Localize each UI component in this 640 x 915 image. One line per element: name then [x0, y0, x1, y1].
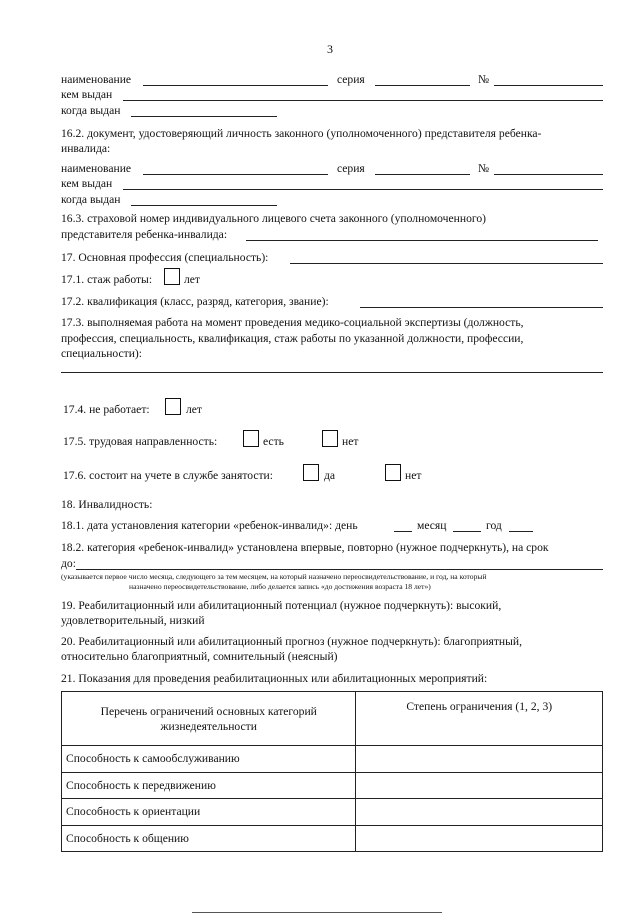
s17-4-years-box[interactable] — [165, 398, 181, 415]
s16-3-snils-field[interactable] — [246, 240, 598, 241]
s18-label: 18. Инвалидность: — [61, 498, 153, 511]
s17-1-years-box[interactable] — [164, 268, 180, 285]
s17-3-line2: профессия, специальность, квалификация, стаж работы по указанной должности, профессии, — [61, 332, 524, 345]
table-row — [62, 746, 603, 773]
s18-1-month-label: месяц — [417, 519, 447, 532]
table-row-degree-cell[interactable] — [356, 799, 603, 826]
table-header-degree: Степень ограничения (1, 2, 3) — [356, 692, 603, 746]
table-header-row — [62, 692, 603, 746]
table-header-categories — [62, 692, 356, 746]
s16-1-issued-when-field[interactable] — [131, 116, 277, 117]
s16-2-issued-when-field[interactable] — [131, 205, 277, 206]
page-bottom-rule — [192, 912, 442, 913]
table-row-degree-cell[interactable] — [356, 825, 603, 852]
s17-3-line3: специальности): — [61, 347, 143, 360]
s17-3-line1: 17.3. выполняемая работа на момент проведения медико-социальной экспертизы (должность, — [61, 316, 524, 329]
s17-5-label: 17.5. трудовая направленность: — [63, 435, 218, 448]
s18-2-term-field[interactable] — [76, 569, 603, 570]
s18-2-line1: 18.2. категория «ребенок-инвалид» установлена впервые, повторно (нужное подчеркнуть), на срок — [61, 541, 549, 554]
table-row — [62, 772, 603, 799]
table-row-label: Способность к общению — [62, 825, 356, 852]
s16-3-line2: представителя ребенка-инвалида: — [61, 228, 228, 241]
s17-6-yes-label: да — [324, 469, 336, 482]
s17-6-yes-checkbox[interactable] — [303, 464, 319, 481]
s17-6-label: 17.6. состоит на учете в службе занятости: — [63, 469, 273, 482]
s19-line2: удовлетворительный, низкий — [61, 614, 205, 627]
s16-2-name-field[interactable] — [143, 174, 328, 175]
s16-2-line1: 16.2. документ, удостоверяющий личность законного (уполномоченного) представителя ребенка- — [61, 127, 542, 140]
s16-1-issued-by-field[interactable] — [123, 100, 603, 101]
s21-title: 21. Показания для проведения реабилитационных или абилитационных мероприятий: — [61, 672, 488, 685]
s16-2-number-label: № — [478, 162, 490, 175]
table-header-categories-line1: Перечень ограничений основных категорий — [100, 704, 317, 718]
s18-2-note2: назначено переосвидетельствование, либо делается запись «до достижения возраста 18 лет») — [129, 582, 431, 591]
table-row-degree-cell[interactable] — [356, 772, 603, 799]
s19-line1: 19. Реабилитационный или абилитационный потенциал (нужное подчеркнуть): высокий, — [61, 599, 502, 612]
s16-1-series-field[interactable] — [375, 85, 470, 86]
s20-line1: 20. Реабилитационный или абилитационный прогноз (нужное подчеркнуть): благоприятный, — [61, 635, 523, 648]
table-row-label: Способность к самообслуживанию — [62, 746, 356, 773]
s18-1-year-field[interactable] — [509, 531, 533, 532]
s17-5-no-label: нет — [342, 435, 359, 448]
s20-line2: относительно благоприятный, сомнительный (неясный) — [61, 650, 338, 663]
s16-3-line1: 16.3. страховой номер индивидуального лицевого счета законного (уполномоченного) — [61, 212, 486, 225]
s17-6-no-label: нет — [405, 469, 422, 482]
s16-2-issued-when-label: когда выдан — [61, 193, 121, 206]
limitations-table — [61, 691, 603, 852]
s16-1-issued-by-label: кем выдан — [61, 88, 113, 101]
s18-1-label: 18.1. дата установления категории «ребенок-инвалид»: день — [61, 519, 358, 532]
s16-1-number-field[interactable] — [494, 85, 603, 86]
s16-1-name-field[interactable] — [143, 85, 328, 86]
s16-1-issued-when-label: когда выдан — [61, 104, 121, 117]
s17-1-label: 17.1. стаж работы: — [61, 273, 153, 286]
s17-profession-field[interactable] — [290, 263, 603, 264]
s16-2-series-label: серия — [337, 162, 365, 175]
page-number: 3 — [327, 42, 333, 56]
table-row-label: Способность к ориентации — [62, 799, 356, 826]
s17-4-unit: лет — [186, 403, 202, 416]
s18-1-day-field[interactable] — [394, 531, 412, 532]
s18-2-line2: до: — [61, 557, 76, 570]
s17-6-no-checkbox[interactable] — [385, 464, 401, 481]
s17-2-qualification-field[interactable] — [360, 307, 603, 308]
s17-2-label: 17.2. квалификация (класс, разряд, категория, звание): — [61, 295, 329, 308]
s16-2-line2: инвалида: — [61, 142, 111, 155]
s17-5-no-checkbox[interactable] — [322, 430, 338, 447]
table-row-label: Способность к передвижению — [62, 772, 356, 799]
s18-1-month-field[interactable] — [453, 531, 481, 532]
s17-1-unit: лет — [184, 273, 200, 286]
s16-2-issued-by-field[interactable] — [123, 189, 603, 190]
s16-2-series-field[interactable] — [375, 174, 470, 175]
table-row — [62, 825, 603, 852]
table-header-categories-line2: жизнедеятельности — [160, 719, 257, 733]
s16-2-number-field[interactable] — [494, 174, 603, 175]
s16-1-name-label: наименование — [61, 73, 132, 86]
s16-2-name-label: наименование — [61, 162, 132, 175]
s17-label: 17. Основная профессия (специальность): — [61, 251, 269, 264]
s17-3-work-field[interactable] — [61, 372, 603, 373]
s18-2-note1: (указывается первое число месяца, следующего за тем месяцем, на который назначено переосвидетельствование, и год, на который — [61, 572, 487, 581]
s17-5-yes-label: есть — [263, 435, 284, 448]
s16-2-issued-by-label: кем выдан — [61, 177, 113, 190]
table-row — [62, 799, 603, 826]
s17-4-label: 17.4. не работает: — [63, 403, 150, 416]
table-row-degree-cell[interactable] — [356, 746, 603, 773]
s18-1-year-label: год — [486, 519, 502, 532]
s16-1-number-label: № — [478, 73, 490, 86]
s17-5-yes-checkbox[interactable] — [243, 430, 259, 447]
s16-1-series-label: серия — [337, 73, 365, 86]
